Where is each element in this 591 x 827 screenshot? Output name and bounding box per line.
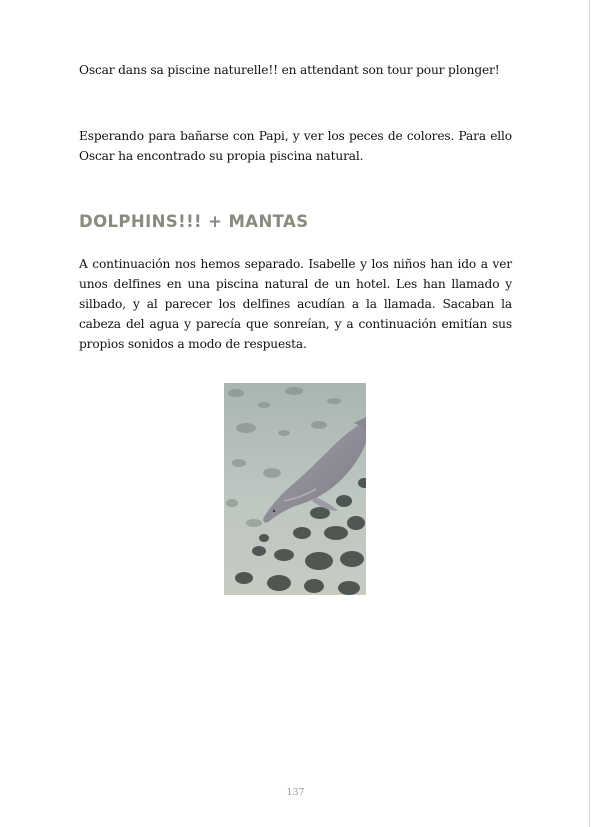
caption-french: Oscar dans sa piscine naturelle!! en attendant son tour pour plonger! [79, 63, 500, 77]
page-number: 137 [286, 787, 305, 798]
section-heading: DOLPHINS!!! + MANTAS [79, 212, 309, 231]
caption-spanish: Esperando para bañarse con Papi, y ver los peces de colores. Para ello Oscar ha encontrado su propia piscina natural. [79, 129, 512, 163]
body-paragraph: A continuación nos hemos separado. Isabelle y los niños han ido a ver unos delfines en una piscina natural de un hotel. Les han llamado y silbado, y al parecer los delfines acudían a la llamada. Sacaban la cabeza del agua y parecía que sonreían, y a continuación emitían sus propios sonidos a modo de respuesta. [79, 257, 512, 351]
dolphin-photo [224, 383, 366, 595]
page-edge [589, 0, 590, 827]
